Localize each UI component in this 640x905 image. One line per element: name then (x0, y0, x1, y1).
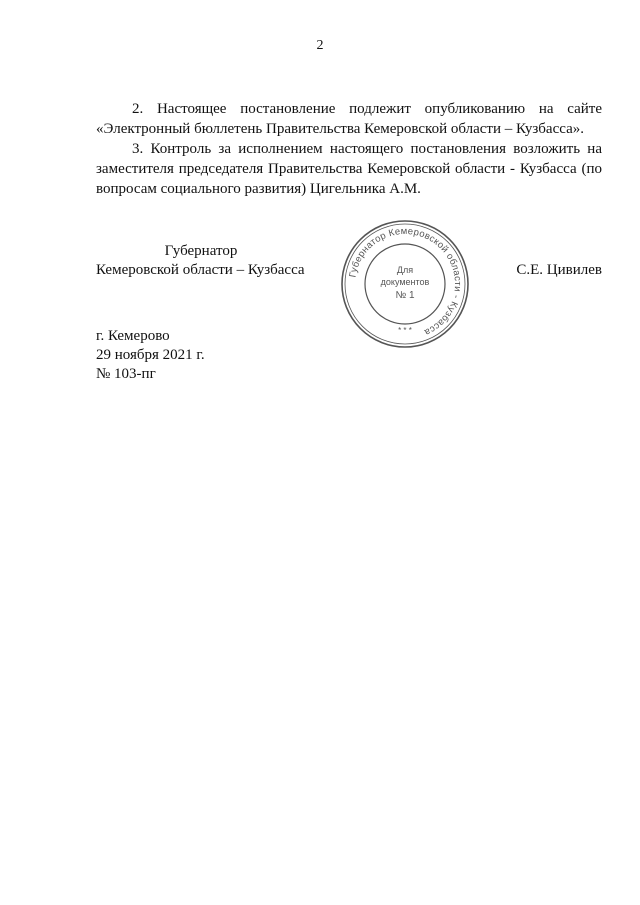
seal-center-line2: документов (380, 277, 430, 287)
footer-city: г. Кемерово (96, 328, 170, 344)
paragraph-control: 3. Контроль за исполнением настоящего постановления возложить на заместителя председателя Правительства Кемеровской области - Кузбасса (по вопросам социального развития) Цигельника А.М. (96, 141, 602, 197)
seal-center-line1: Для (396, 265, 414, 275)
signatory-name: С.Е. Цивилев (516, 262, 602, 278)
body-text (96, 99, 602, 199)
signatory-title-line1: Губернатор (164, 243, 238, 259)
document-footer (96, 327, 205, 384)
signatory-title (96, 242, 306, 280)
seal-stars: * * * (398, 326, 412, 335)
official-seal (340, 219, 470, 349)
seal-ring-textpath: Губернатор Кемеровской области - Кузбасса (347, 225, 464, 338)
signatory-title-line2: Кемеровской области – Кузбасса (96, 262, 305, 278)
footer-number: № 103-пг (96, 366, 156, 382)
paragraph-publication: 2. Настоящее постановление подлежит опубликованию на сайте «Электронный бюллетень Правительства Кемеровской области – Кузбасса». (96, 101, 602, 137)
seal-center-line3: № 1 (395, 290, 415, 301)
footer-date: 29 ноября 2021 г. (96, 347, 205, 363)
page-number: 2 (316, 38, 324, 53)
